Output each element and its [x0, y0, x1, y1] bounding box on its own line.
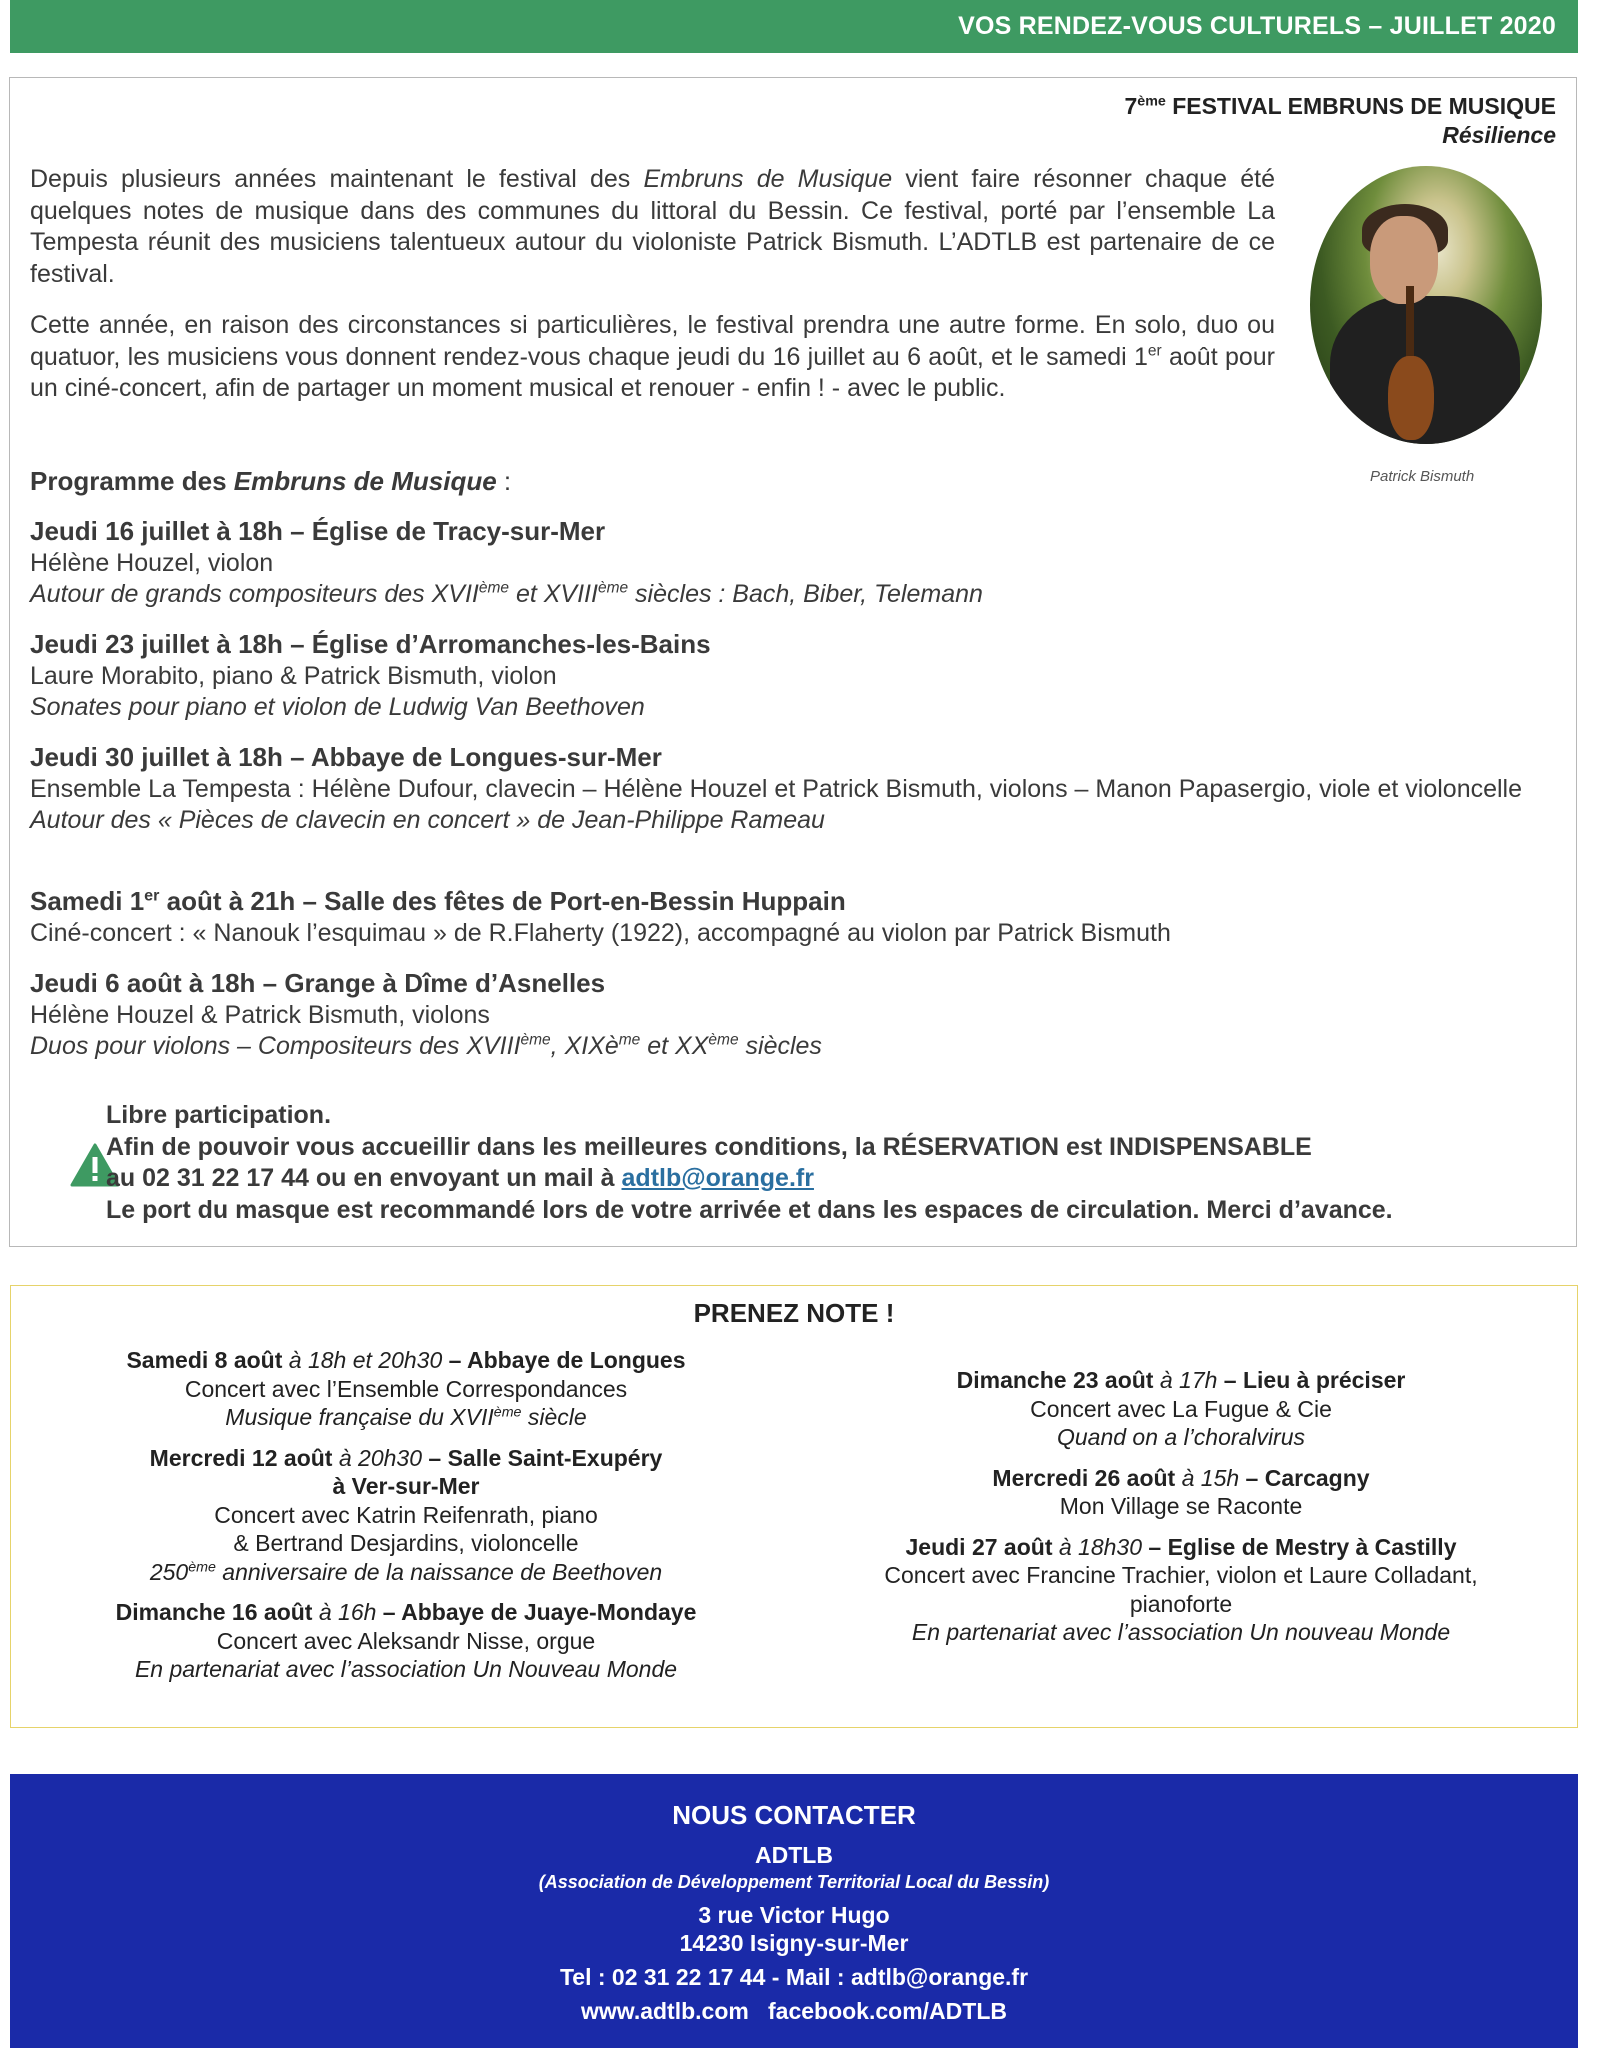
event-desc-part: et XX [640, 1032, 709, 1060]
note-event-time: à 15h [1175, 1464, 1240, 1491]
event-description: Autour des « Pièces de clavecin en concert » de Jean-Philippe Rameau [30, 806, 825, 834]
event-performers: Ciné-concert : « Nanouk l’esquimau » de R.Flaherty (1922), accompagné au violon par Patrick Bismuth [30, 918, 1171, 947]
event-item [30, 516, 1560, 611]
note-event-desc [31, 1558, 781, 1587]
event-desc-part: , XIXè [550, 1032, 619, 1060]
note-event-heading [801, 1366, 1561, 1395]
event-performers: Ensemble La Tempesta : Hélène Dufour, clavecin – Hélène Houzel et Patrick Bismuth, violons – Manon Papasergio, viole et violoncelle [30, 774, 1523, 803]
note-event-time: à 16h [312, 1599, 377, 1625]
note-event-place: – Abbaye de Juaye-Mondaye [376, 1599, 697, 1625]
photo-violin-icon [1388, 356, 1434, 440]
festival-title [1124, 92, 1556, 150]
note-event-desc: En partenariat avec l’association Un Nouveau Monde [134, 1656, 678, 1682]
notice-line: Libre participation. [106, 1101, 332, 1129]
event-performers: Hélène Houzel & Patrick Bismuth, violons [30, 1000, 490, 1029]
festival-section [9, 77, 1577, 1247]
intro2-sup: er [1147, 342, 1162, 360]
intro-paragraph-2 [30, 310, 1275, 405]
intro2-text-a: Cette année, en raison des circonstances si particulières, le festival prendra une autre forme. En solo, duo ou quatuor, les musiciens vous donnent rendez-vous chaque jeudi du 16 juillet au 6 août, et le samedi 1 [30, 311, 1275, 371]
notice-line: Le port du masque est recommandé lors de votre arrivée et dans les espaces de circulation. Merci d’avance. [106, 1195, 1393, 1224]
contact-org: ADTLB [755, 1842, 833, 1868]
note-event-place-2: à Ver-sur-Mer [332, 1473, 480, 1499]
prenez-note-title: PRENEZ NOTE ! [693, 1298, 895, 1328]
note-column-right [801, 1366, 1561, 1659]
notice-phone-text: au 02 31 22 17 44 ou en envoyant un mail à [106, 1164, 622, 1192]
note-event-place: – Lieu à préciser [1217, 1367, 1406, 1393]
program-title [30, 466, 511, 497]
note-event-time: à 20h30 [332, 1444, 422, 1471]
event-desc-sup: me [618, 1031, 641, 1049]
intro1-italic: Embruns de Musique [643, 165, 893, 193]
note-event-place: – Salle Saint-Exupéry [422, 1444, 663, 1471]
event-heading-part: Samedi 1 [30, 886, 145, 916]
festival-title-number: 7 [1124, 93, 1138, 119]
note-event [31, 1598, 781, 1684]
note-event-line: Mon Village se Raconte [1059, 1493, 1303, 1519]
note-event-date: Dimanche 23 août [956, 1367, 1154, 1393]
note-desc-part: Musique française du XVII [225, 1404, 494, 1430]
header-band [10, 0, 1578, 53]
notice-line: Afin de pouvoir vous accueillir dans les meilleures conditions, la RÉSERVATION est INDISPENSABLE [106, 1132, 1312, 1161]
event-desc-part: siècles [738, 1032, 822, 1060]
note-desc-part: siècle [521, 1404, 587, 1430]
prenez-note-section [10, 1285, 1578, 1728]
note-event [801, 1366, 1561, 1452]
event-performers: Hélène Houzel, violon [30, 548, 274, 577]
email-link[interactable]: adtlb@orange.fr [621, 1164, 814, 1192]
note-event-heading [31, 1444, 781, 1473]
note-event-line: Concert avec Aleksandr Nisse, orgue [216, 1627, 596, 1654]
note-event-line: Concert avec Katrin Reifenrath, piano [214, 1501, 598, 1528]
event-heading: Jeudi 23 juillet à 18h – Église d’Arromanches-les-Bains [30, 629, 711, 659]
event-desc-sup: ème [597, 579, 629, 597]
note-event-date: Mercredi 12 août [149, 1444, 333, 1471]
event-desc-sup: ème [708, 1031, 739, 1049]
event-item [30, 629, 1560, 724]
photo-violin-neck [1406, 286, 1414, 366]
note-desc-part: anniversaire de la naissance de Beethoven [215, 1558, 663, 1585]
event-desc-part: siècles : Bach, Biber, Telemann [628, 580, 983, 608]
event-performers: Laure Morabito, piano & Patrick Bismuth, violon [30, 661, 557, 690]
intro-paragraph-1 [30, 164, 1275, 290]
festival-title-text: FESTIVAL EMBRUNS DE MUSIQUE [1165, 93, 1556, 119]
intro1-text-a: Depuis plusieurs années maintenant le festival des [30, 165, 644, 193]
event-desc-part: Duos pour violons – Compositeurs des XVIII [30, 1032, 521, 1060]
festival-title-sup: ème [1137, 93, 1166, 110]
event-description [30, 579, 1560, 611]
event-desc-part: et XVIII [509, 580, 598, 608]
event-desc-part: Autour de grands compositeurs des XVII [30, 580, 479, 608]
contact-web-links[interactable]: www.adtlb.com facebook.com/ADTLB [581, 1998, 1007, 2024]
note-column-left [31, 1346, 781, 1696]
contact-address-2: 14230 Isigny-sur-Mer [679, 1930, 909, 1956]
program-title-colon: : [496, 466, 512, 496]
note-event-time: à 18h et 20h30 [282, 1347, 443, 1373]
event-desc-sup: ème [520, 1031, 551, 1049]
note-event-place: – Carcagny [1239, 1464, 1370, 1491]
event-heading [30, 886, 1560, 918]
note-event-time: à 17h [1153, 1367, 1218, 1393]
event-heading: Jeudi 6 août à 18h – Grange à Dîme d’Asnelles [30, 968, 606, 998]
event-item [30, 742, 1560, 837]
intro1-text-c: vient faire résonner chaque été quelques notes de musique dans des communes du littoral du Bessin. Ce festival, porté par l’ensemble La Tempesta réunit des musiciens talentueux autour du violoniste Patrick Bismuth. L’ADTLB est partenaire de ce festival. [30, 165, 1275, 288]
event-description: Sonates pour piano et violon de Ludwig Van Beethoven [30, 693, 645, 721]
reservation-notice [106, 1100, 1546, 1226]
note-desc-sup: ème [188, 1558, 216, 1575]
event-heading: Jeudi 30 juillet à 18h – Abbaye de Longues-sur-Mer [30, 742, 662, 772]
photo-caption: Patrick Bismuth [1370, 468, 1475, 485]
note-event-date: Mercredi 26 août [992, 1464, 1176, 1491]
note-event [31, 1346, 781, 1432]
note-event-place: – Abbaye de Longues [442, 1347, 686, 1373]
event-description [30, 1031, 1560, 1063]
note-event-heading [801, 1533, 1561, 1562]
note-event-line: & Bertrand Desjardins, violoncelle [233, 1530, 579, 1556]
note-event-date: Dimanche 16 août [115, 1599, 313, 1625]
note-desc-part: 250 [149, 1558, 189, 1585]
contact-tel-mail[interactable]: Tel : 02 31 22 17 44 - Mail : adtlb@orange.fr [559, 1964, 1029, 1990]
contact-section [10, 1774, 1578, 2048]
note-desc-sup: ème [493, 1404, 522, 1421]
event-heading-sup: er [144, 886, 160, 905]
event-heading: Jeudi 16 juillet à 18h – Église de Tracy-sur-Mer [30, 516, 606, 546]
note-event-time: à 18h30 [1052, 1533, 1143, 1560]
note-event-date: Samedi 8 août [126, 1347, 283, 1373]
event-item [30, 886, 1560, 949]
note-event-heading [31, 1598, 781, 1627]
event-heading-part: août à 21h – Salle des fêtes de Port-en-Bessin Huppain [159, 886, 846, 916]
header-title: VOS RENDEZ-VOUS CULTURELS – JUILLET 2020 [958, 12, 1556, 40]
note-event-desc: En partenariat avec l’association Un nouveau Monde [911, 1619, 1451, 1645]
notice-line [106, 1163, 1546, 1195]
event-item [30, 968, 1560, 1063]
note-event-date: Jeudi 27 août [905, 1533, 1053, 1560]
note-event-line: Concert avec Francine Trachier, violon et Laure Colladant, [884, 1562, 1478, 1588]
program-title-italic: Embruns de Musique [233, 466, 497, 496]
note-event-line: Concert avec l’Ensemble Correspondances [184, 1375, 628, 1402]
event-desc-sup: ème [478, 579, 510, 597]
patrick-bismuth-photo [1310, 166, 1542, 444]
contact-org-full: (Association de Développement Territorial Local du Bessin) [538, 1872, 1050, 1892]
contact-title: NOUS CONTACTER [672, 1800, 916, 1830]
photo-face-shape [1370, 216, 1438, 304]
festival-subtitle: Résilience [1442, 122, 1556, 148]
note-event-desc: Quand on a l’choralvirus [1056, 1424, 1306, 1450]
note-event-heading [31, 1346, 781, 1375]
note-event-desc [31, 1403, 781, 1432]
note-event-heading [801, 1464, 1561, 1493]
contact-address-1: 3 rue Victor Hugo [698, 1902, 890, 1928]
note-event [801, 1464, 1561, 1521]
note-event [31, 1444, 781, 1587]
note-event-place: – Eglise de Mestry à Castilly [1142, 1533, 1457, 1560]
program-title-a: Programme des [30, 466, 234, 496]
intro2-text-b: août pour un ciné-concert, afin de partager un moment musical et renouer - enfin ! - avec le public. [30, 342, 1275, 402]
note-event-line: pianoforte [1129, 1590, 1233, 1617]
note-event-line: Concert avec La Fugue & Cie [1030, 1395, 1332, 1422]
note-event [801, 1533, 1561, 1647]
